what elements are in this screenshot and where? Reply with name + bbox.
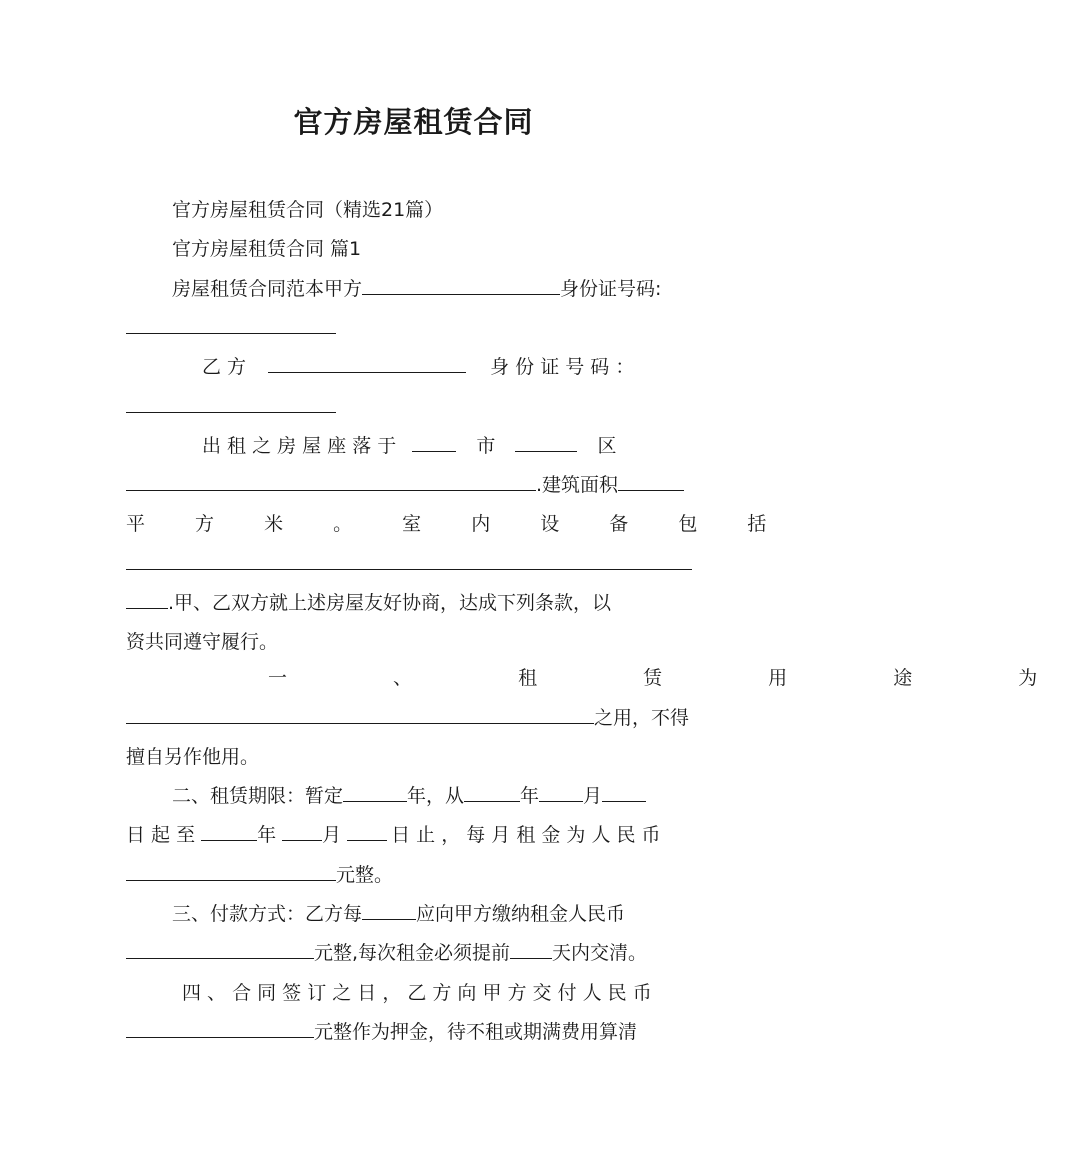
city-label: 市 <box>476 435 496 457</box>
deposit-label: 四 、 合 同 签 订 之 日 ， 乙 方 向 甲 方 交 付 人 民 币 <box>182 982 652 1004</box>
area-label: .建筑面积 <box>536 474 619 496</box>
usage-blank-line <box>126 705 702 731</box>
equipment-label: 平 方 米 。 室 内 设 备 包 括 <box>126 513 789 535</box>
agreement-cont-text: 资共同遵守履行。 <box>126 631 279 653</box>
rent-label: 日 止 ， 每 月 租 金 为 人 民 币 <box>391 824 661 846</box>
start-month-blank <box>539 783 583 802</box>
agreement-cont-line <box>126 629 702 655</box>
city-blank <box>412 433 456 452</box>
address-blank <box>126 472 536 491</box>
location-label: 出 租 之 房 屋 座 落 于 <box>202 435 397 457</box>
end-month-blank <box>282 822 322 841</box>
district-label: 区 <box>597 435 617 457</box>
rent-from-label: 日 起 至 <box>126 824 196 846</box>
deposit-amount-line <box>126 1019 702 1045</box>
party-a-line <box>172 276 702 302</box>
start-month-label: 月 <box>583 785 603 807</box>
usage-cont-line <box>126 744 702 770</box>
rent-amount-line <box>126 862 702 888</box>
usage-line <box>268 665 1087 691</box>
equipment-line <box>126 511 789 537</box>
deposit-amount-label: 元整作为押金，待不租或期满费用算清 <box>314 1021 638 1043</box>
usage-cont-text: 擅自另作他用。 <box>126 746 260 768</box>
subtitle-text: 官方房屋租赁合同（精选21篇） <box>172 199 444 221</box>
usage-end-text: 之用，不得 <box>594 707 690 729</box>
rent-amount-blank <box>126 862 336 881</box>
party-a-blank <box>362 276 560 295</box>
area-blank <box>618 472 684 491</box>
payment-days-blank <box>510 940 552 959</box>
payment-amount-label: 元整,每次租金必须提前 <box>314 942 511 964</box>
party-b-id-line <box>126 394 702 420</box>
section-heading-text: 官方房屋租赁合同 篇1 <box>172 238 362 260</box>
party-a-id-label: 身份证号码: <box>560 278 662 300</box>
term-line <box>172 783 702 809</box>
payment-line <box>172 901 702 927</box>
document-title: 官方房屋租赁合同 <box>293 105 534 139</box>
term-years-blank <box>343 783 407 802</box>
start-year-blank <box>464 783 520 802</box>
party-b-id-label: 身 份 证 号 码 ： <box>490 356 635 378</box>
start-day-blank <box>602 783 646 802</box>
payment-text: 应向甲方缴纳租金人民币 <box>416 903 626 925</box>
subtitle-line <box>172 197 748 223</box>
party-b-line <box>202 354 702 380</box>
payment-label: 三、付款方式：乙方每 <box>172 903 363 925</box>
payment-amount-blank <box>126 940 314 959</box>
usage-blank <box>126 705 594 724</box>
district-blank <box>515 433 577 452</box>
payment-period-blank <box>362 901 416 920</box>
term-label: 二、租赁期限：暂定 <box>172 785 344 807</box>
payment-amount-line <box>126 940 702 966</box>
equipment-blank <box>126 551 692 570</box>
end-year-label: 年 <box>257 824 277 846</box>
rent-line <box>126 822 702 848</box>
party-a-id-blank <box>126 315 336 334</box>
agreement-line <box>126 590 702 616</box>
agreement-text: .甲、乙双方就上述房屋友好协商，达成下列条款，以 <box>168 592 612 614</box>
start-year-label: 年 <box>520 785 540 807</box>
party-b-blank <box>268 354 466 373</box>
usage-label: 一 、 租 赁 用 途 为 <box>268 667 1087 689</box>
term-from-label: 年，从 <box>407 785 465 807</box>
party-b-id-blank <box>126 394 336 413</box>
party-a-id-line <box>126 315 702 341</box>
end-month-label: 月 <box>322 824 342 846</box>
payment-days-label: 天内交清。 <box>552 942 648 964</box>
section-heading-line <box>172 236 748 262</box>
party-b-label: 乙 方 <box>202 356 247 378</box>
end-year-blank <box>201 822 257 841</box>
area-line <box>126 472 702 498</box>
deposit-line <box>182 980 702 1006</box>
end-day-blank <box>347 822 387 841</box>
equipment-blank-line <box>126 551 702 577</box>
location-line <box>202 433 702 459</box>
equipment-end-blank <box>126 590 168 609</box>
rent-amount-label: 元整。 <box>336 864 394 886</box>
deposit-amount-blank <box>126 1019 314 1038</box>
party-a-label: 房屋租赁合同范本甲方 <box>172 278 363 300</box>
